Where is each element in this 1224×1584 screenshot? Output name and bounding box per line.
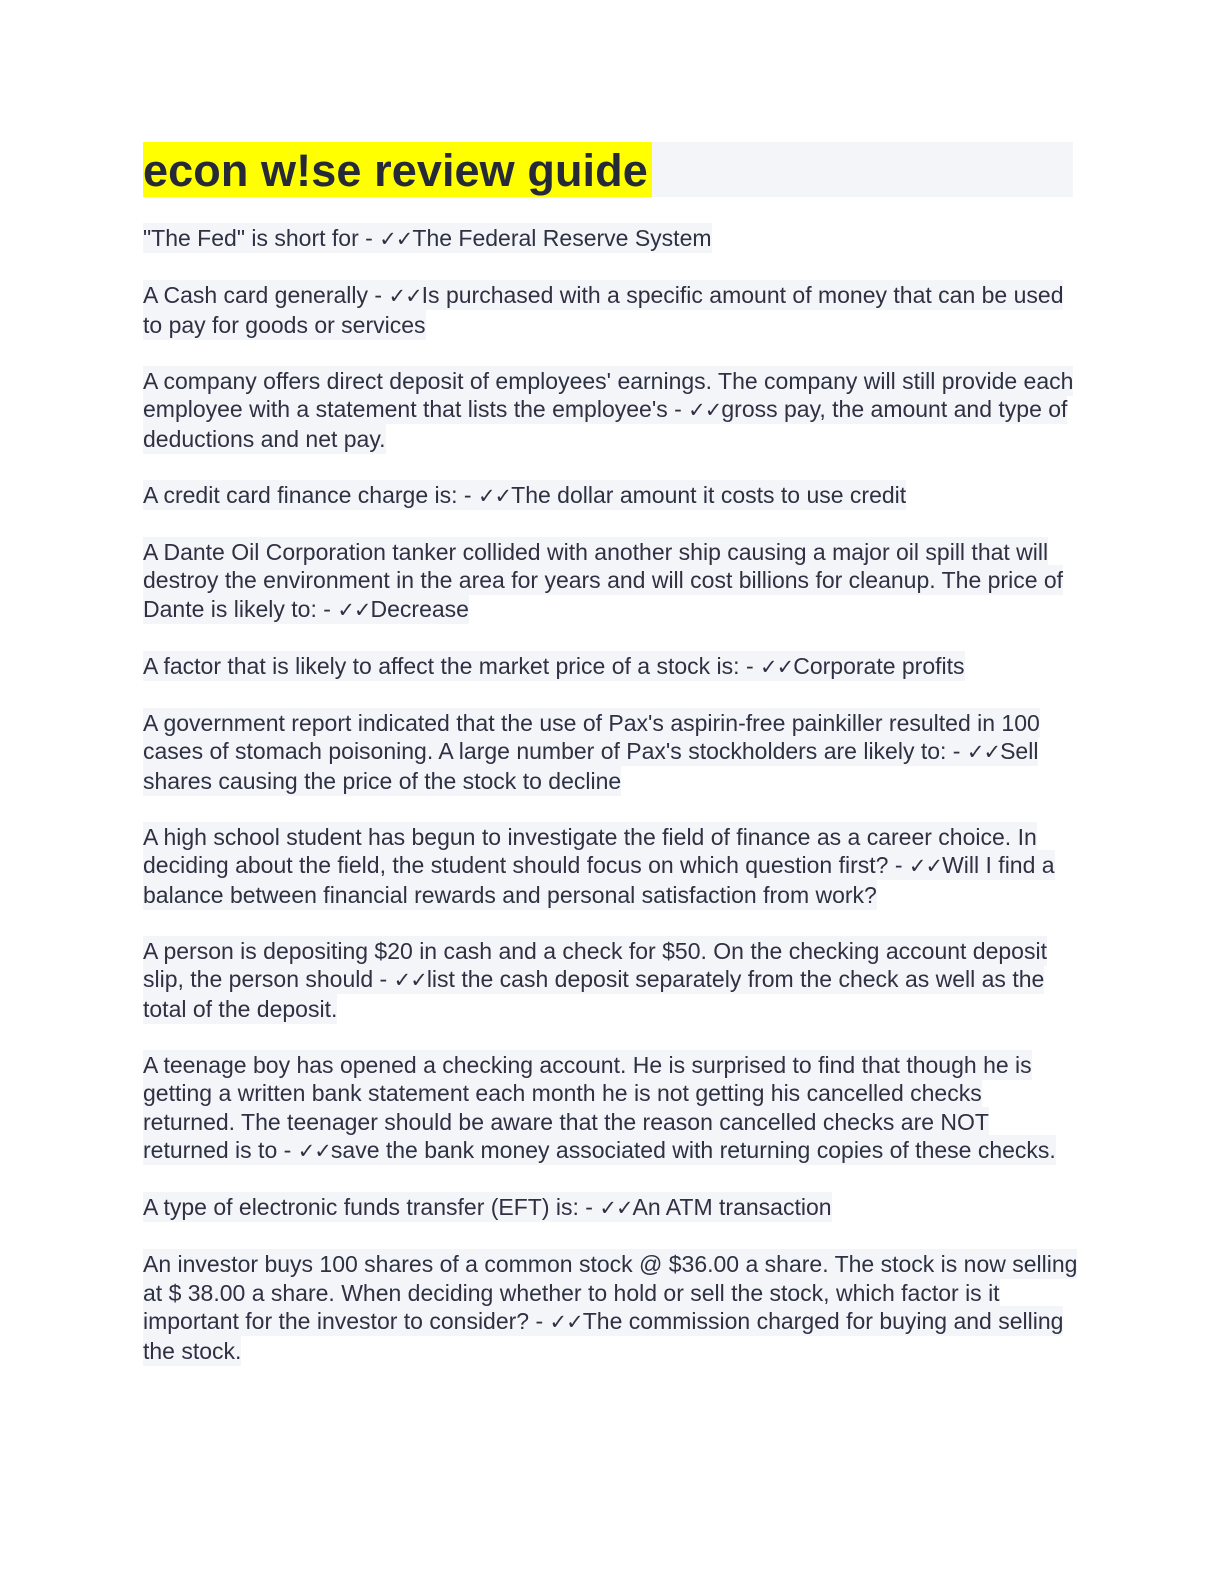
double-check-icon: ✓✓ [599, 1196, 633, 1220]
qa-item [143, 367, 1078, 454]
separator: - [373, 966, 394, 992]
document-title: econ w!se review guide [143, 142, 652, 197]
qa-item [143, 1250, 1078, 1365]
qa-item [143, 709, 1078, 796]
double-check-icon: ✓✓ [297, 1139, 331, 1163]
double-check-icon: ✓✓ [688, 398, 722, 422]
answer-text: gross pay, the amount and type of deductions and net pay. [143, 396, 1068, 452]
question-text: A type of electronic funds transfer (EFT) is: [143, 1194, 579, 1220]
separator: - [739, 652, 761, 679]
qa-item [143, 281, 1078, 339]
question-text: A Cash card generally [143, 282, 369, 308]
separator: - [358, 225, 380, 251]
answer-text: list the cash deposit separately from the check as well as the total of the deposit. [143, 966, 1045, 1022]
answer-text: The dollar amount it costs to use credit [511, 481, 907, 508]
question-text: A company offers direct deposit of employees' earnings. The company will still provide each employee with a statement that lists the employee's [143, 367, 1074, 422]
double-check-icon: ✓✓ [908, 854, 943, 878]
separator: - [667, 396, 689, 422]
qa-item [143, 224, 1078, 254]
separator: - [277, 1137, 298, 1163]
question-text: A factor that is likely to affect the market price of a stock is: [143, 652, 740, 679]
qa-item [143, 937, 1078, 1024]
answer-text: The Federal Reserve System [412, 225, 712, 251]
double-check-icon: ✓✓ [760, 654, 794, 679]
question-text: "The Fed" is short for [143, 225, 359, 251]
qa-item [143, 538, 1078, 625]
double-check-icon: ✓✓ [388, 284, 422, 308]
question-text: A Dante Oil Corporation tanker collided with another ship causing a major oil spill that will destroy the environment in the area for years and will cost billions for cleanup. The price of Dante is likely to: [143, 538, 1064, 622]
answer-text: save the bank money associated with returning copies of these checks. [330, 1137, 1056, 1163]
double-check-icon: ✓✓ [549, 1310, 583, 1334]
qa-list [143, 224, 1078, 1393]
separator: - [578, 1194, 600, 1220]
separator: - [529, 1308, 550, 1334]
question-text: A government report indicated that the use of Pax's aspirin-free painkiller resulted in 100 cases of stomach poisoning. A large number of Pax's stockholders are likely to: [143, 709, 1040, 764]
question-text: A high school student has begun to investigate the field of finance as a career choice. In deciding about the field, the student should focus on which question first? [143, 823, 1037, 878]
separator: - [888, 852, 909, 878]
separator: - [316, 595, 338, 622]
qa-item [143, 481, 1078, 511]
separator: - [457, 481, 478, 508]
double-check-icon: ✓✓ [393, 968, 427, 992]
answer-text: Sell shares causing the price of the stock to decline [143, 738, 1039, 794]
answer-text: Will I find a balance between financial rewards and personal satisfaction from work? [143, 852, 1055, 908]
question-text: A credit card finance charge is: [143, 481, 458, 508]
qa-item [143, 823, 1078, 910]
question-text: An investor buys 100 shares of a common stock @ $36.00 a share. The stock is now selling at $ 38.00 a share. When deciding whether to hold or sell the stock, which factor is it important for the investor to consider? [143, 1251, 1078, 1334]
answer-text: Corporate profits [793, 652, 965, 679]
separator: - [946, 738, 967, 764]
question-text: A teenage boy has opened a checking account. He is surprised to find that though he is getting a written bank statement each month he is not getting his cancelled checks returned. The teenager should be aware that the reason cancelled checks are NOT returned is to [143, 1051, 1032, 1163]
separator: - [368, 282, 389, 308]
double-check-icon: ✓✓ [337, 597, 371, 622]
qa-item [143, 1051, 1078, 1166]
answer-text: Decrease [370, 595, 469, 622]
double-check-icon: ✓✓ [379, 227, 413, 251]
double-check-icon: ✓✓ [477, 483, 512, 508]
answer-text: The commission charged for buying and selling the stock. [143, 1308, 1064, 1364]
qa-item [143, 1193, 1078, 1223]
qa-item [143, 652, 1078, 682]
answer-text: Is purchased with a specific amount of money that can be used to pay for goods or services [143, 282, 1064, 338]
title-row [143, 142, 1073, 197]
question-text: A person is depositing $20 in cash and a check for $50. On the checking account deposit slip, the person should [143, 937, 1047, 992]
answer-text: An ATM transaction [632, 1194, 832, 1220]
double-check-icon: ✓✓ [966, 740, 1001, 764]
